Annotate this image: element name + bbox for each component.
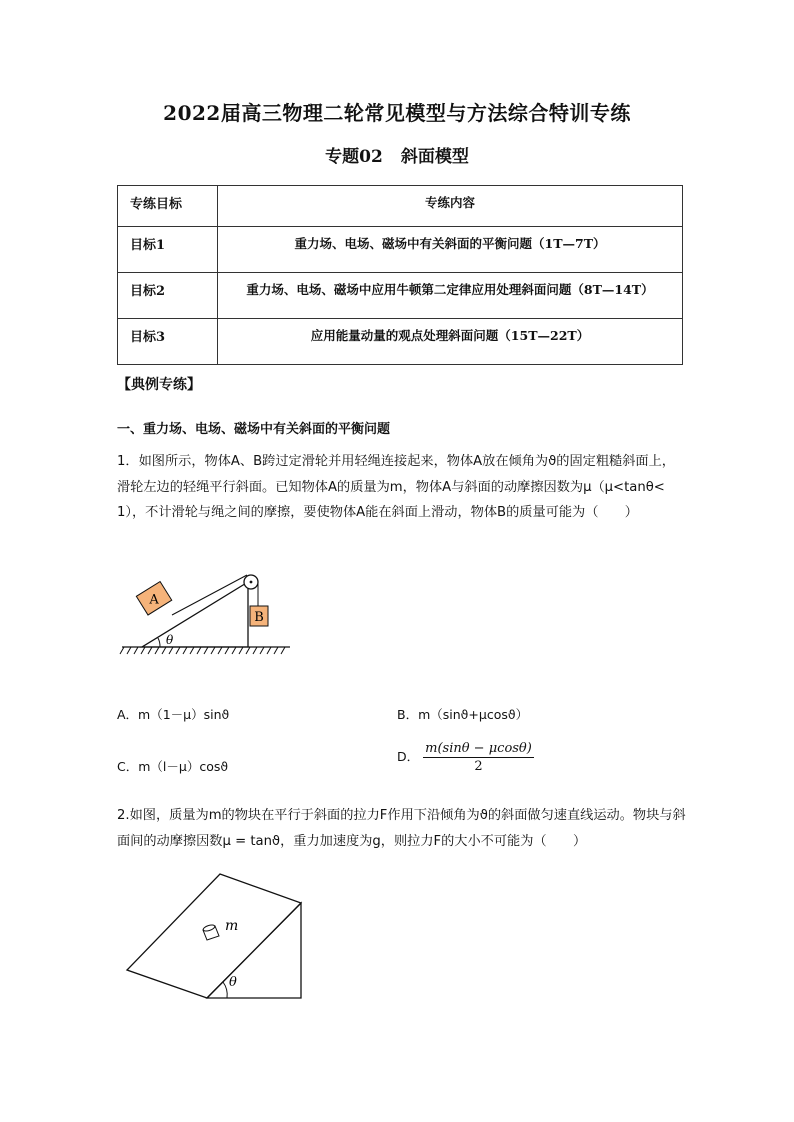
option-d-numerator: m(sinθ − μcosθ) <box>425 741 532 756</box>
wedge-side <box>207 903 301 998</box>
table-header-content: 专练内容 <box>218 186 683 227</box>
block-a-label: A <box>149 592 159 608</box>
table-cell-content: 应用能量动量的观点处理斜面问题（15T—22T） <box>218 319 683 365</box>
topic-number: 专题02 <box>325 147 383 167</box>
page-title: 2022届高三物理二轮常见模型与方法综合特训专练 <box>163 101 631 125</box>
angle-arc <box>158 638 160 647</box>
option-b: B．m（sinϑ+μcosϑ） <box>397 707 529 722</box>
angle-label-2: θ <box>229 975 237 990</box>
table-row <box>118 319 683 365</box>
topic-name: 斜面模型 <box>400 147 469 167</box>
table-header-target: 专练目标 <box>118 186 218 227</box>
angle-arc-2 <box>223 982 227 998</box>
table-cell-content: 重力场、电场、磁场中有关斜面的平衡问题（1T—7T） <box>218 227 683 273</box>
question-2-figure <box>125 870 325 1000</box>
question-1-text: 1．如图所示，物体A、B跨过定滑轮并用轻绳连接起来，物体A放在倾角为ϑ的固定粗糙斜面上，滑轮左边的轻绳平行斜面。已知物体A的质量为m，物体A与斜面的动摩擦因数为μ（μ<tanθ<1），不计滑轮与绳之间的摩擦，要使物体A能在斜面上滑动，物体B的质量可能为（ ） <box>117 454 675 520</box>
table-row <box>118 227 683 273</box>
small-block <box>203 924 219 940</box>
table-cell-target: 目标2 <box>118 273 218 319</box>
question-1-figure <box>120 570 300 665</box>
table-row <box>118 273 683 319</box>
option-a: A．m（1－μ）sinϑ <box>117 707 230 722</box>
section-label: 【典例专练】 <box>117 377 201 393</box>
option-d-fraction <box>423 741 534 774</box>
table-cell-target: 目标3 <box>118 319 218 365</box>
option-d <box>397 741 534 774</box>
block-a <box>136 582 171 615</box>
table-cell-content: 重力场、电场、磁场中应用牛顿第二定律应用处理斜面问题（8T—14T） <box>218 273 683 319</box>
angle-label: θ <box>166 633 174 647</box>
table-cell-target: 目标1 <box>118 227 218 273</box>
option-d-label: D． <box>397 749 420 764</box>
question-2-text: 2.如图，质量为m的物块在平行于斜面的拉力F作用下沿倾角为ϑ的斜面做匀速直线运动。物块与斜面间的动摩擦因数μ = tanϑ，重力加速度为g，则拉力F的大小不可能为（ ） <box>117 808 686 849</box>
block-b-label: B <box>254 610 264 625</box>
mass-label: m <box>225 918 239 934</box>
table-header-row <box>118 186 683 227</box>
targets-table <box>117 185 683 365</box>
rope-left <box>172 575 247 615</box>
page-subtitle <box>0 142 794 167</box>
option-d-denominator: 2 <box>474 759 483 774</box>
option-c: C．m（l－μ）cosϑ <box>117 759 229 774</box>
ground <box>120 647 290 654</box>
section-title: 一、重力场、电场、磁场中有关斜面的平衡问题 <box>117 422 391 437</box>
